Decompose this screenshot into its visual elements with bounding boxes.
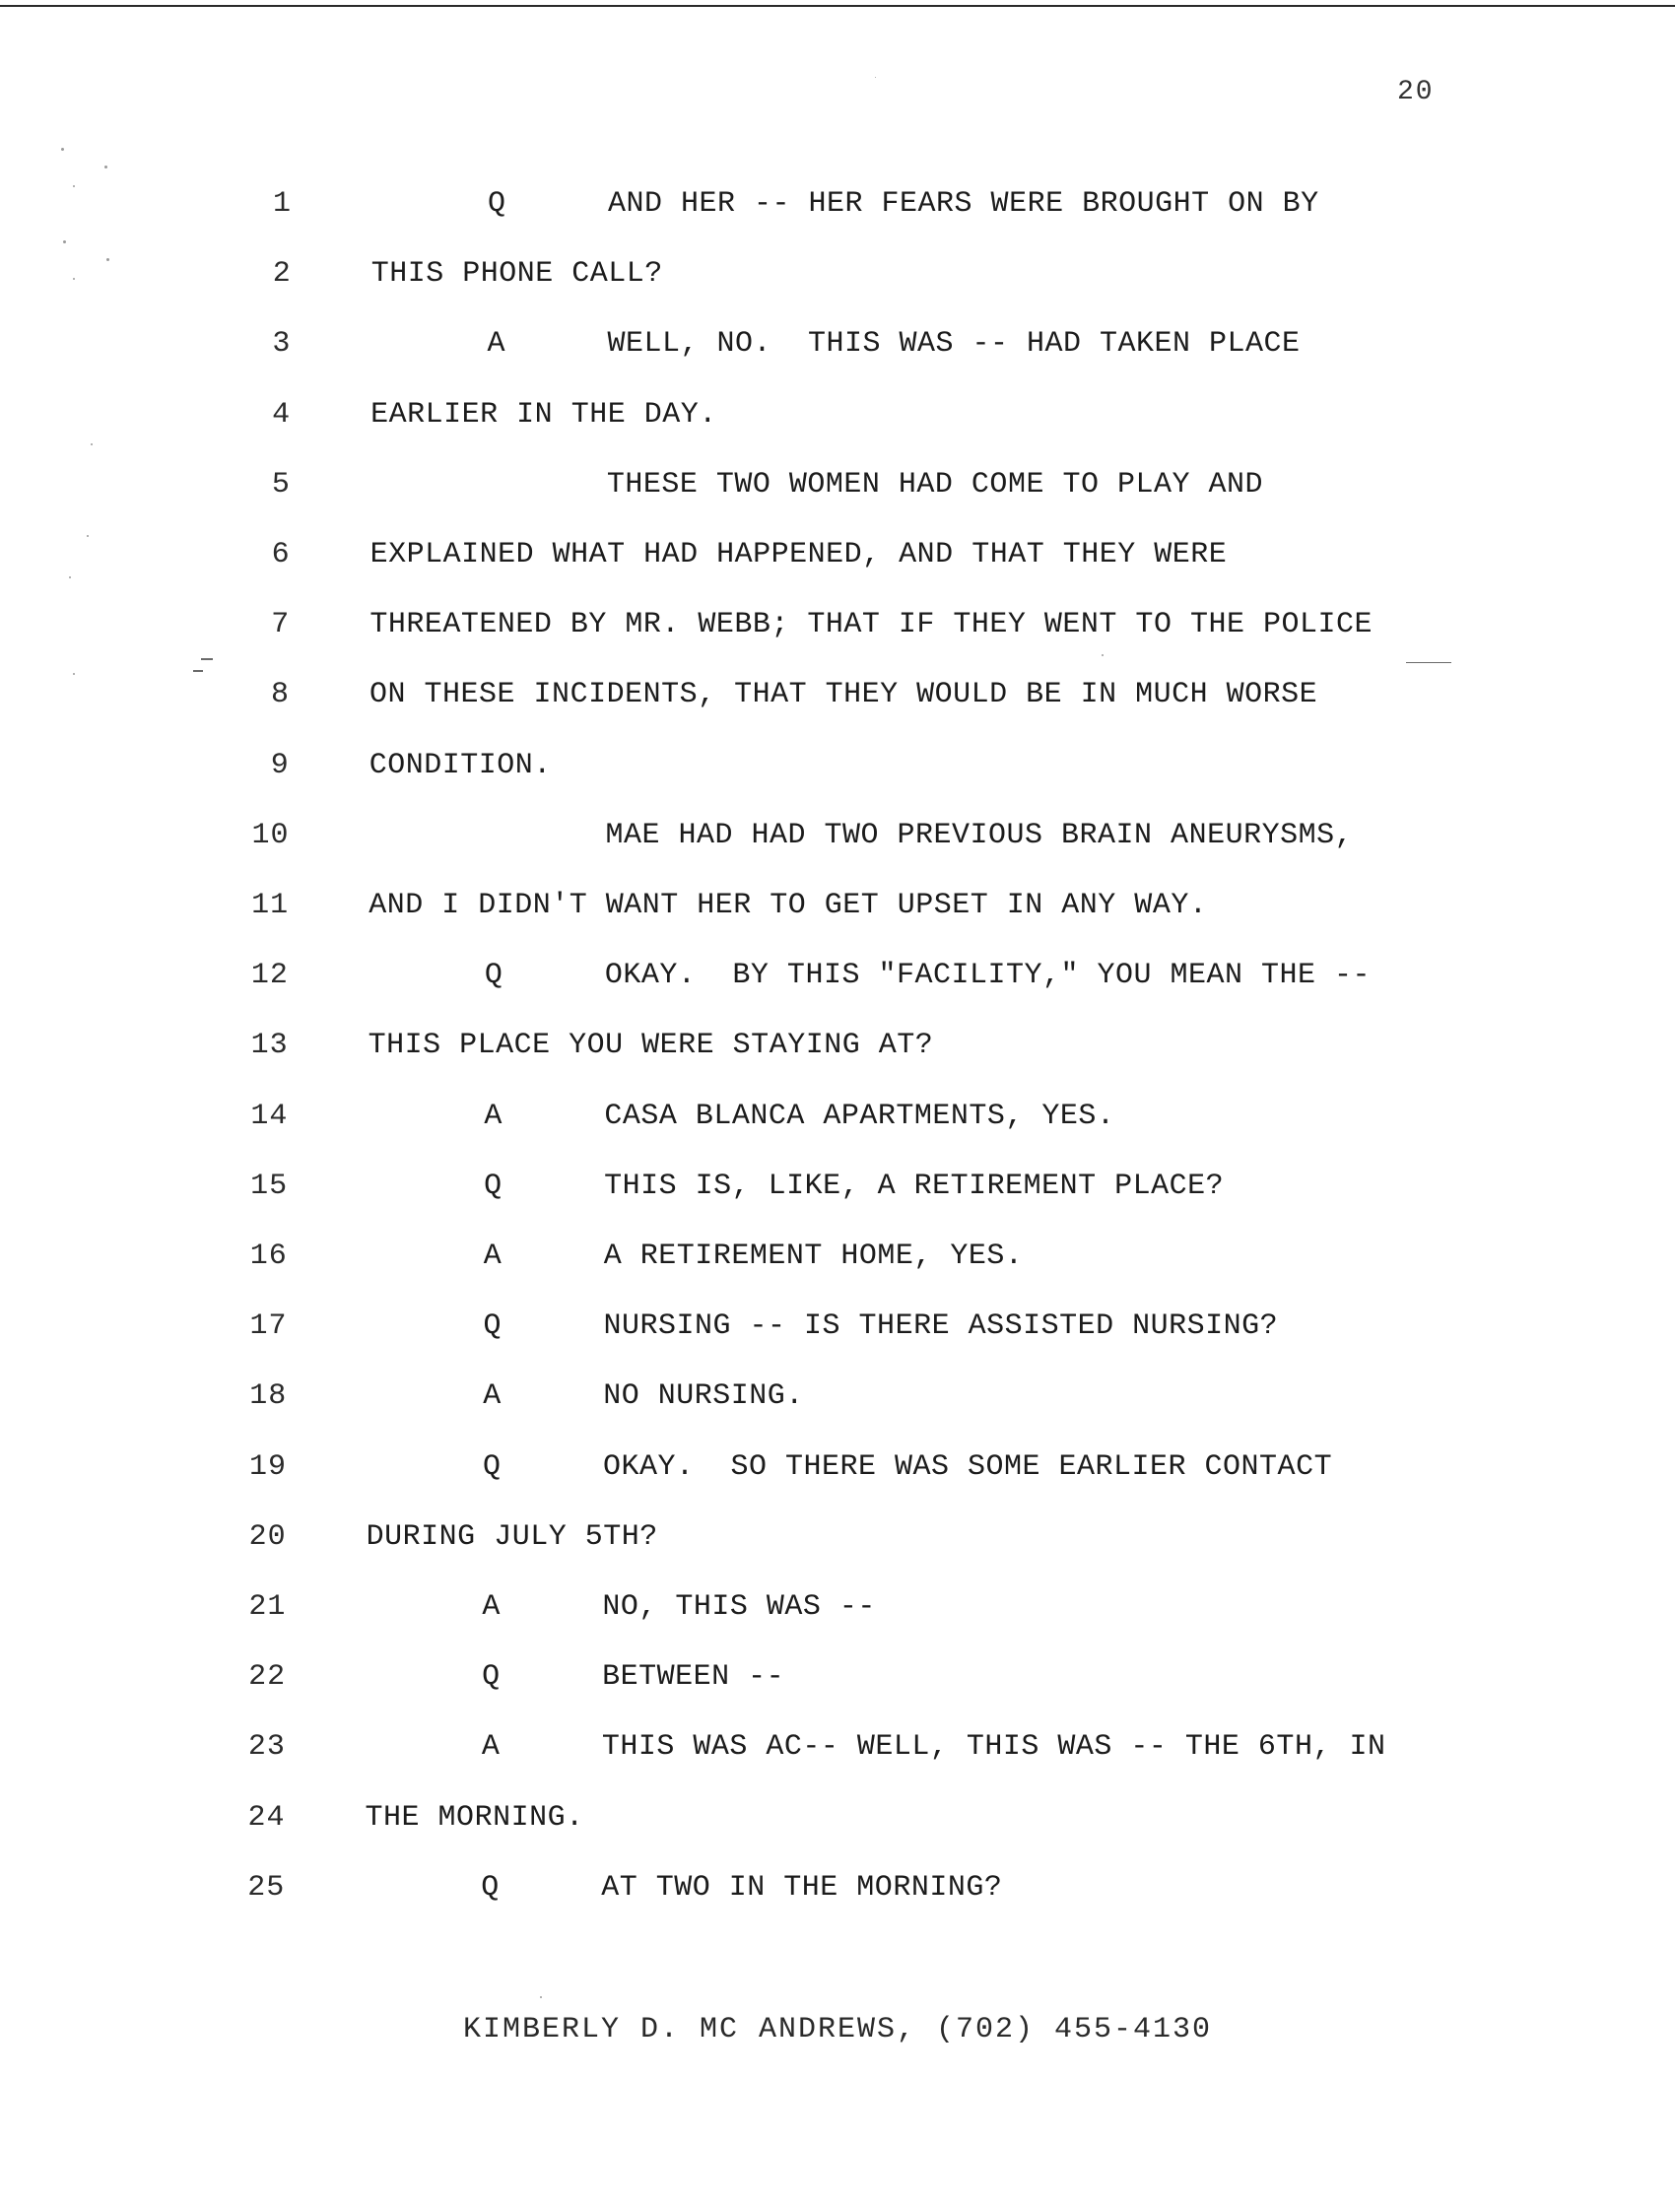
scan-speck <box>69 576 71 578</box>
transcript-line <box>0 1662 1675 1721</box>
scan-mark <box>201 658 213 660</box>
transcript-line <box>0 397 1675 459</box>
speaker-label: Q <box>484 959 502 993</box>
transcript-line <box>0 818 1675 880</box>
line-number: 16 <box>249 1240 288 1273</box>
line-number: 15 <box>250 1169 289 1203</box>
line-number: 23 <box>247 1730 286 1765</box>
line-text: CONDITION. <box>368 748 552 782</box>
scan-speck <box>104 166 107 168</box>
line-number: 19 <box>248 1449 287 1484</box>
line-text: THREATENED BY MR. WEBB; THAT IF THEY WENT TO THE POLICE <box>369 608 1373 642</box>
transcript-line <box>0 1311 1675 1371</box>
scan-speck <box>73 278 75 280</box>
line-number: 18 <box>249 1379 288 1414</box>
line-number: 1 <box>272 187 292 221</box>
transcript-line <box>0 1099 1675 1161</box>
line-text: DURING JULY 5TH? <box>366 1519 658 1554</box>
scan-speck <box>106 258 109 261</box>
line-text: NURSING -- IS THERE ASSISTED NURSING? <box>603 1309 1279 1344</box>
line-number: 6 <box>271 538 291 571</box>
transcript-line <box>0 1449 1675 1511</box>
line-number: 3 <box>272 327 292 362</box>
line-number: 24 <box>247 1800 286 1835</box>
line-number: 8 <box>271 678 291 712</box>
line-text: THIS IS, LIKE, A RETIREMENT PLACE? <box>604 1169 1225 1203</box>
line-text: EXPLAINED WHAT HAD HAPPENED, AND THAT THEY WERE <box>369 538 1228 571</box>
scan-speck <box>540 1996 542 1998</box>
scan-speck <box>73 185 75 187</box>
transcript-line <box>0 189 1675 248</box>
line-text: THIS PHONE CALL? <box>370 257 663 292</box>
line-text: NO NURSING. <box>603 1379 804 1414</box>
reporter-footer: KIMBERLY D. MC ANDREWS, (702) 455-4130 <box>462 2013 1213 2046</box>
line-number: 14 <box>250 1099 289 1133</box>
line-number: 7 <box>271 608 291 642</box>
line-text: AND I DIDN'T WANT HER TO GET UPSET IN ANY WAY. <box>368 889 1208 922</box>
line-number: 9 <box>270 748 290 782</box>
line-number: 12 <box>250 959 289 993</box>
line-number: 17 <box>249 1309 288 1344</box>
line-number: 11 <box>251 889 290 922</box>
line-text: OKAY. SO THERE WAS SOME EARLIER CONTACT <box>602 1449 1333 1484</box>
scan-speck <box>63 240 66 243</box>
line-text: CASA BLANCA APARTMENTS, YES. <box>604 1099 1115 1133</box>
line-text: BETWEEN -- <box>602 1660 785 1695</box>
transcript-line <box>0 1592 1675 1651</box>
transcript-line <box>0 680 1675 739</box>
line-number: 10 <box>251 818 290 852</box>
speaker-label: Q <box>482 1449 501 1484</box>
line-text: AND HER -- HER FEARS WERE BROUGHT ON BY <box>608 187 1319 221</box>
scan-mark <box>1406 662 1451 663</box>
speaker-label: Q <box>481 1870 500 1905</box>
transcript-line <box>0 1031 1675 1090</box>
scan-speck <box>875 77 876 78</box>
scan-speck <box>87 535 89 537</box>
speaker-label: A <box>482 1590 501 1624</box>
transcript-line <box>0 259 1675 318</box>
top-border-rule <box>0 5 1675 7</box>
line-text: WELL, NO. THIS WAS -- HAD TAKEN PLACE <box>607 327 1301 362</box>
transcript-line <box>0 748 1675 810</box>
line-text: ON THESE INCIDENTS, THAT THEY WOULD BE IN MUCH WORSE <box>369 678 1318 712</box>
transcript-line <box>0 467 1675 529</box>
line-number: 4 <box>272 397 292 432</box>
transcript-line <box>0 610 1675 669</box>
transcript-line <box>0 1732 1675 1791</box>
line-text: THIS WAS AC-- WELL, THIS WAS -- THE 6TH, IN <box>601 1730 1386 1765</box>
speaker-label: A <box>483 1240 502 1273</box>
line-number: 20 <box>248 1519 287 1554</box>
line-number: 22 <box>248 1660 287 1695</box>
line-text: THESE TWO WOMEN HAD COME TO PLAY AND <box>606 467 1263 502</box>
speaker-label: Q <box>483 1309 502 1344</box>
scan-mark <box>193 670 203 672</box>
transcript-line <box>0 961 1675 1020</box>
line-number: 25 <box>247 1870 286 1905</box>
transcript-line <box>0 1241 1675 1301</box>
line-text: NO, THIS WAS -- <box>602 1590 876 1624</box>
line-number: 5 <box>271 467 291 502</box>
line-text: A RETIREMENT HOME, YES. <box>603 1240 1024 1273</box>
transcript-line <box>0 329 1675 388</box>
line-number: 2 <box>272 257 292 292</box>
transcript-line <box>0 1800 1675 1862</box>
transcript-line <box>0 1870 1675 1932</box>
transcript-line <box>0 1381 1675 1441</box>
speaker-label: A <box>487 327 505 362</box>
scan-speck <box>73 673 75 675</box>
page-number: 20 <box>1397 77 1435 107</box>
line-text: MAE HAD HAD TWO PREVIOUS BRAIN ANEURYSMS, <box>605 818 1354 852</box>
line-text: THE MORNING. <box>365 1800 584 1835</box>
transcript-line <box>0 1519 1675 1581</box>
line-text: OKAY. BY THIS "FACILITY," YOU MEAN THE -- <box>604 959 1372 993</box>
speaker-label: Q <box>482 1660 501 1695</box>
line-number: 13 <box>250 1029 289 1063</box>
line-text: AT TWO IN THE MORNING? <box>601 1870 1003 1905</box>
transcript-line <box>0 891 1675 950</box>
speaker-label: A <box>481 1730 500 1765</box>
scan-speck <box>1102 654 1104 656</box>
speaker-label: Q <box>484 1169 502 1203</box>
scan-speck <box>61 148 64 151</box>
transcript-line <box>0 540 1675 599</box>
scan-speck <box>91 443 93 445</box>
speaker-label: A <box>483 1379 502 1414</box>
transcript-line <box>0 1169 1675 1231</box>
line-text: EARLIER IN THE DAY. <box>370 397 717 432</box>
line-number: 21 <box>248 1590 287 1624</box>
speaker-label: A <box>484 1099 502 1133</box>
line-text: THIS PLACE YOU WERE STAYING AT? <box>368 1029 934 1063</box>
speaker-label: Q <box>488 187 506 221</box>
